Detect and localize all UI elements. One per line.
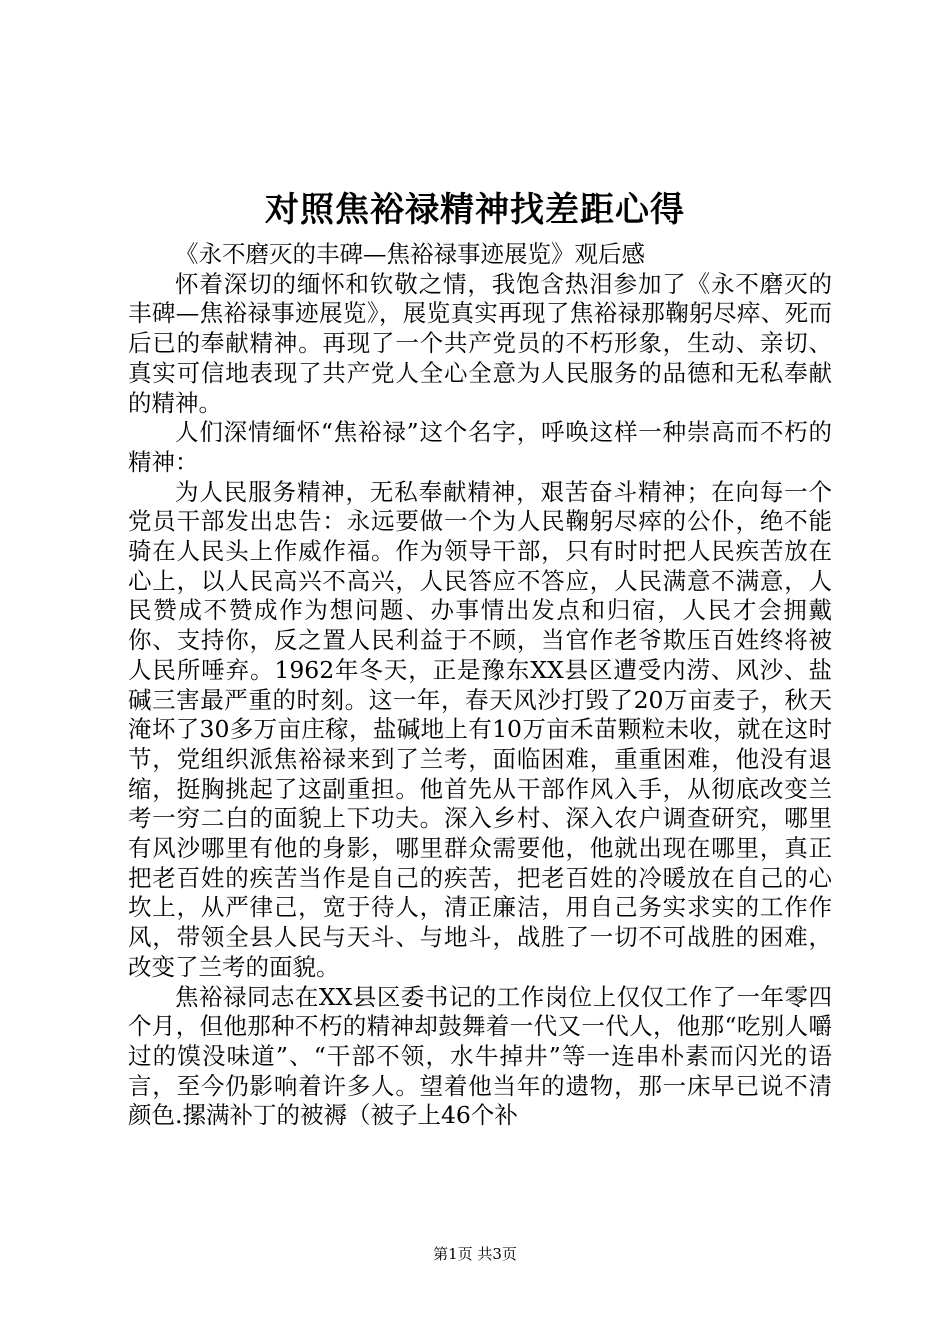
paragraph: 为人民服务精神，无私奉献精神，艰苦奋斗精神；在向每一个党员干部发出忠告：永远要做一个为人民鞠躬尽瘁的公仆，绝不能骑在人民头上作威作福。作为领导干部，只有时时把人民疾苦放在心上，以人民高兴不高兴，人民答应不答应，人民满意不满意，人民赞成不赞成作为想问题、办事情出发点和归宿，人民才会拥戴你、支持你，反之置人民利益于不顾，当官作老爷欺压百姓终将被人民所唾弃。1962年冬天，正是豫东XX县区遭受内涝、风沙、盐碱三害最严重的时刻。这一年，春天风沙打毁了20万亩麦子，秋天淹坏了30多万亩庄稼，盐碱地上有10万亩禾苗颗粒未收，就在这时节，党组织派焦裕禄来到了兰考，面临困难，重重困难，他没有退缩，挺胸挑起了这副重担。他首先从干部作风入手，从彻底改变兰考一穷二白的面貌上下功夫。深入乡村、深入农户调查研究，哪里有风沙哪里有他的身影，哪里群众需要他，他就出现在哪里，真正把老百姓的疾苦当作是自己的疾苦，把老百姓的冷暖放在自己的心坎上，从严律己，宽于待人，清正廉洁，用自己务实求实的工作作风，带领全县人民与天斗、与地斗，战胜了一切不可战胜的困难，改变了兰考的面貌。 bbox=[128, 477, 832, 981]
paragraph: 怀着深切的缅怀和钦敬之情，我饱含热泪参加了《永不磨灭的丰碑—焦裕禄事迹展览》，展览真实再现了焦裕禄那鞠躬尽瘁、死而后已的奉献精神。再现了一个共产党员的不朽形象，生动、亲切、真实可信地表现了共产党人全心全意为人民服务的品德和无私奉献的精神。 bbox=[128, 269, 832, 417]
paragraph-subtitle: 《永不磨灭的丰碑—焦裕禄事迹展览》观后感 bbox=[175, 240, 645, 268]
paragraph: 人们深情缅怀“焦裕禄”这个名字，呼唤这样一种崇高而不朽的精神： bbox=[128, 418, 832, 476]
document-body bbox=[128, 240, 832, 1131]
page-number-footer: 第1页 共3页 bbox=[433, 1245, 517, 1263]
paragraph: 焦裕禄同志在XX县区委书记的工作岗位上仅仅工作了一年零四个月，但他那种不朽的精神却鼓舞着一代又一代人，他那“吃别人嚼过的馍没味道”、“干部不领，水牛掉井”等一连串朴素而闪光的语言，至今仍影响着许多人。望着他当年的遗物，那一床早已说不清颜色.摞满补丁的被褥（被子上46个补 bbox=[128, 982, 832, 1130]
document-title: 对照焦裕禄精神找差距心得 bbox=[265, 190, 685, 230]
